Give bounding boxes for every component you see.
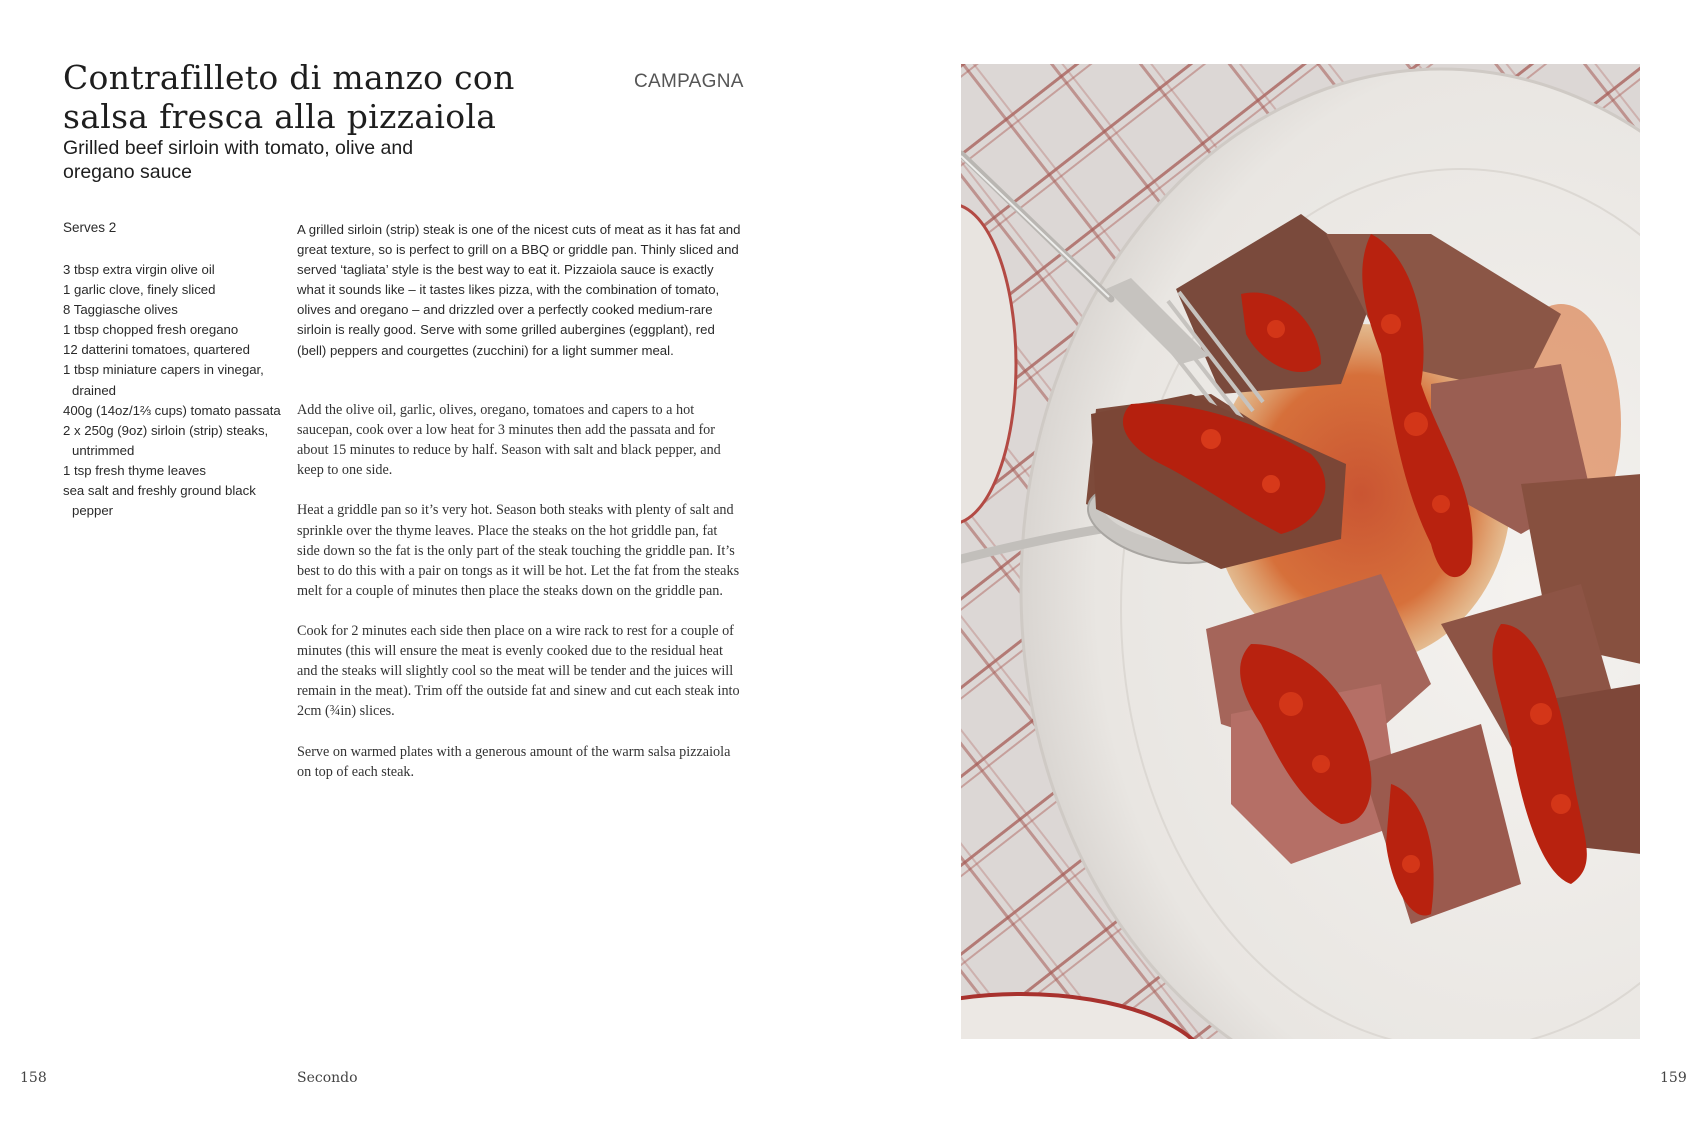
ingredient-item: 1 tbsp chopped fresh oregano [63, 322, 239, 338]
recipe-title-line-1: Contrafilleto di manzo con [63, 58, 515, 97]
section-label: CAMPAGNA [634, 71, 744, 92]
method-step: Serve on warmed plates with a generous amount of the warm salsa pizzaiola on top of each steak. [297, 743, 731, 780]
ingredient-item: 1 garlic clove, finely sliced [63, 282, 216, 298]
serves-label: Serves 2 [63, 220, 117, 235]
page-number-left: 158 [20, 1070, 47, 1086]
method-step: Cook for 2 minutes each side then place on a wire rack to rest for a couple of minutes (this will ensure the meat is evenly cooked due to the residual heat and the steaks will slightly cool so the meat will be tender and the juices will remain in the meat). Trim off the outside fat and sinew and cut each steak into 2cm (¾in) slices. [297, 623, 740, 720]
ingredient-item: 400g (14oz/1⅔ cups) tomato passata [63, 402, 281, 418]
recipe-title [63, 58, 623, 136]
method-steps [297, 400, 743, 802]
recipe-subtitle: Grilled beef sirloin with tomato, olive and oregano sauce [63, 137, 414, 183]
steak-photo [961, 64, 1640, 1039]
steak-illustration [961, 64, 1640, 1039]
running-head: Secondo [297, 1070, 358, 1086]
ingredient-item: 1 tbsp miniature capers in vinegar, drained [63, 362, 264, 398]
ingredient-item: 3 tbsp extra virgin olive oil [63, 262, 215, 277]
page-number-right: 159 [1660, 1070, 1687, 1086]
ingredient-item: 12 datterini tomatoes, quartered [63, 342, 250, 358]
ingredients-list [63, 260, 281, 521]
ingredient-item: 8 Taggiasche olives [63, 302, 178, 318]
ingredient-item: sea salt and freshly ground black pepper [63, 483, 256, 519]
ingredient-item: 2 x 250g (9oz) sirloin (strip) steaks, untrimmed [63, 422, 269, 458]
ingredient-item: 1 tsp fresh thyme leaves [63, 462, 206, 478]
recipe-intro: A grilled sirloin (strip) steak is one of the nicest cuts of meat as it has fat and great texture, so is perfect to grill on a BBQ or griddle pan. Thinly sliced and served ‘tagliata’ style is the best way to eat it. Pizzaiola sauce is exactly what it sounds like – it tastes likes pizza, with the combination of tomato, olives and oregano – and drizzled over a perfectly cooked medium-rare sirloin is really good. Serve with some grilled aubergines (eggplant), red (bell) peppers and courgettes (zucchini) for a light summer meal. [297, 222, 741, 358]
method-step: Heat a griddle pan so it’s very hot. Season both steaks with plenty of salt and sprinkle over the thyme leaves. Place the steaks on the hot griddle pan, fat side down so the fat is the only part of the steak touching the griddle pan. It’s best to do this with a pair on tongs as it will be hot. Let the fat from the steaks melt for a couple of minutes then place the steaks down on the griddle pan. [297, 502, 740, 599]
recipe-title-line-2: salsa fresca alla pizzaiola [63, 97, 497, 136]
method-step: Add the olive oil, garlic, olives, oregano, tomatoes and capers to a hot saucepan, cook over a low heat for 3 minutes then add the passata and for about 15 minutes to reduce by half. Season with salt and black pepper, and keep to one side. [297, 402, 721, 479]
